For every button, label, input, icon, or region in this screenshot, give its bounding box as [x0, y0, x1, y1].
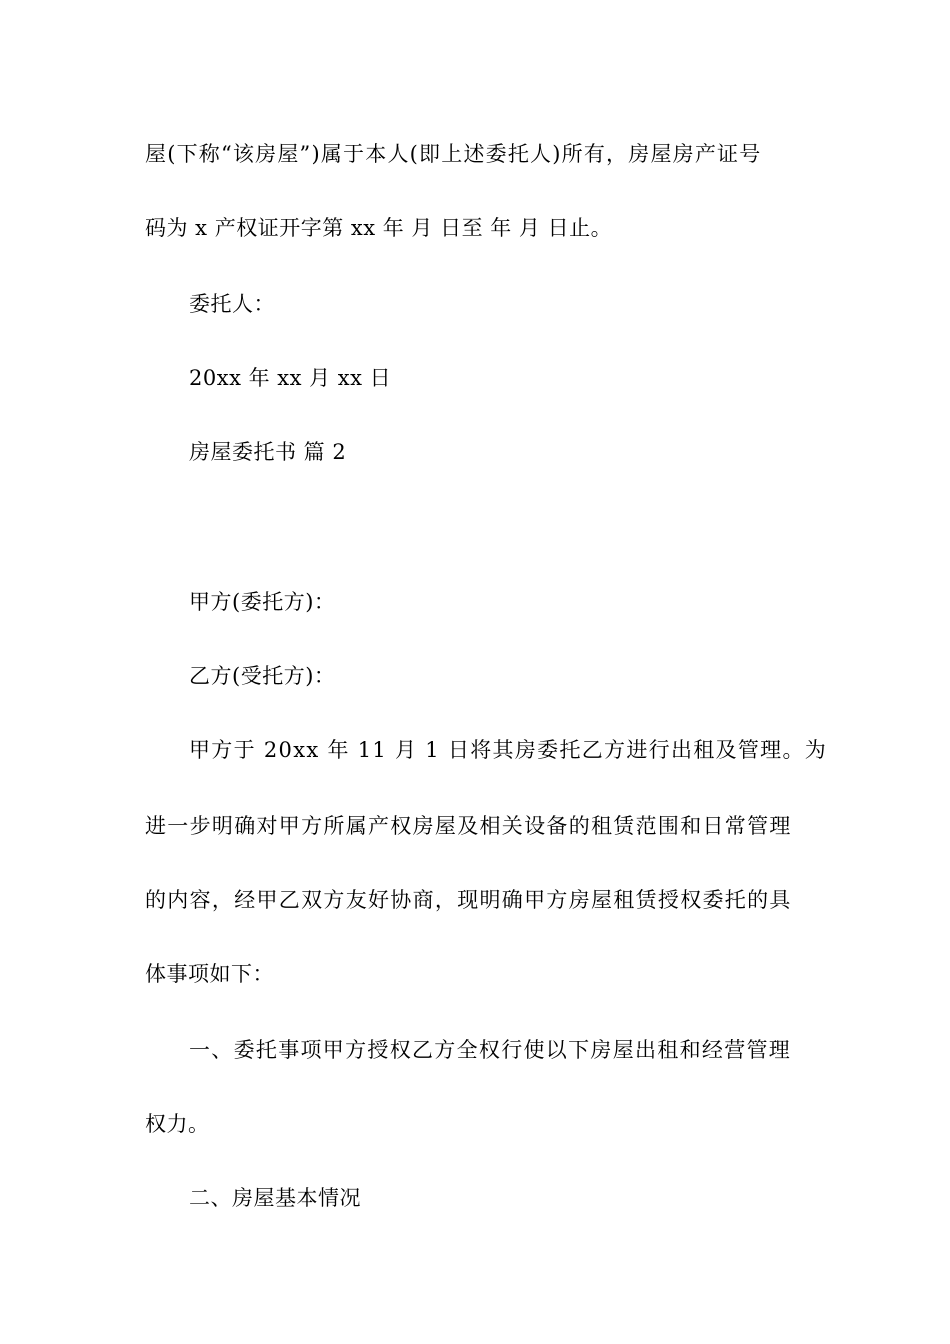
text-line: 屋(下称“该房屋”)属于本人(即上述委托人)所有，房屋房产证号 [145, 142, 762, 166]
date-line: 20xx 年 xx 月 xx 日 [189, 366, 392, 390]
text-line: 体事项如下： [145, 962, 274, 986]
party-b-label: 乙方(受托方)： [189, 664, 336, 688]
text-line: 进一步明确对甲方所属产权房屋及相关设备的租赁范围和日常管理 [145, 814, 792, 838]
section-title: 房屋委托书 篇 2 [189, 440, 347, 464]
clause-heading: 一、委托事项甲方授权乙方全权行使以下房屋出租和经营管理 [189, 1038, 792, 1062]
party-a-label: 甲方(委托方)： [189, 590, 336, 614]
clause-heading: 二、房屋基本情况 [189, 1186, 361, 1210]
text-line: 权力。 [145, 1112, 210, 1136]
text-line: 的内容，经甲乙双方友好协商，现明确甲方房屋租赁授权委托的具 [145, 888, 792, 912]
text-line: 码为 x 产权证开字第 xx 年 月 日至 年 月 日止。 [145, 216, 613, 240]
signature-label: 委托人： [189, 292, 275, 316]
text-line: 甲方于 20xx 年 11 月 1 日将其房委托乙方进行出租及管理。为 [189, 738, 828, 762]
